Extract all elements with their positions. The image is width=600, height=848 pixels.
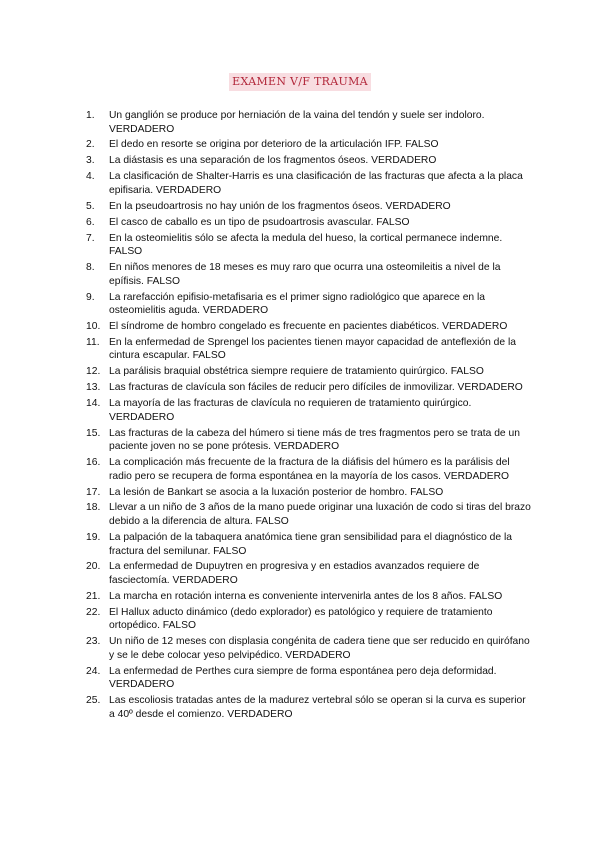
list-item: [86, 138, 532, 152]
list-item: [86, 560, 532, 587]
item-text: La marcha en rotación interna es conveniente intervenirla antes de los 8 años. FALSO: [109, 590, 503, 602]
list-item: [86, 170, 532, 197]
item-text: Llevar a un niño de 3 años de la mano puede originar una luxación de codo si tiras del brazo debido a la diferencia de altura. FALSO: [109, 502, 531, 528]
list-item: [86, 261, 532, 288]
item-text: Las fracturas de clavícula son fáciles de reducir pero difíciles de inmovilizar. VERDADERO: [109, 382, 523, 394]
list-item: [86, 200, 532, 214]
list-item: [86, 232, 532, 259]
list-item: [86, 694, 532, 721]
item-text: La clasificación de Shalter-Harris es una clasificación de las fracturas que afecta a la placa epifisaria. VERDADERO: [109, 171, 523, 196]
list-item: [86, 665, 532, 692]
item-number: 2.: [86, 139, 95, 151]
item-number: 7.: [86, 232, 95, 244]
item-text: Un ganglión se produce por herniación de la vaina del tendón y suele ser indoloro. VERDADERO: [109, 110, 485, 135]
list-item: [86, 109, 532, 136]
list-item: [86, 291, 532, 318]
item-number: 14.: [86, 398, 101, 410]
list-item: [86, 216, 532, 230]
item-number: 11.: [86, 336, 100, 348]
item-text: El síndrome de hombro congelado es frecuente en pacientes diabéticos. VERDADERO: [109, 320, 508, 332]
item-number: 12.: [86, 366, 101, 378]
item-number: 8.: [86, 262, 95, 274]
item-text: La enfermedad de Perthes cura siempre de forma espontánea pero deja deformidad. VERDADERO: [109, 665, 497, 691]
item-number: 23.: [86, 636, 101, 648]
item-number: 9.: [86, 291, 95, 303]
item-text: En niños menores de 18 meses es muy raro que ocurra una osteomileitis a nivel de la epífisis. FALSO: [109, 262, 501, 287]
item-text: El Hallux aducto dinámico (dedo explorador) es patológico y requiere de tratamiento ortopédico. FALSO: [109, 606, 493, 632]
item-number: 15.: [86, 427, 101, 439]
item-text: Las fracturas de la cabeza del húmero si tiene más de tres fragmentos pero se trata de un paciente joven no se pone prótesis. VERDADERO: [109, 427, 520, 453]
item-text: La lesión de Bankart se asocia a la luxación posterior de hombro. FALSO: [109, 486, 444, 498]
item-number: 21.: [86, 590, 101, 602]
list-item: [86, 531, 532, 558]
item-number: 16.: [86, 457, 101, 469]
list-item: [86, 336, 532, 363]
item-text: El dedo en resorte se origina por deterioro de la articulación IFP. FALSO: [109, 139, 439, 151]
item-text: La palpación de la tabaquera anatómica tiene gran sensibilidad para el diagnóstico de la fractura del semilunar. FALSO: [109, 531, 513, 557]
list-item: [86, 456, 532, 483]
item-number: 3.: [86, 155, 95, 167]
item-number: 18.: [86, 502, 101, 514]
item-number: 6.: [86, 216, 95, 228]
list-item: [86, 501, 532, 528]
list-item: [86, 154, 532, 168]
item-number: 25.: [86, 695, 101, 707]
item-number: 24.: [86, 665, 101, 677]
item-number: 13.: [86, 382, 101, 394]
item-text: En la osteomielitis sólo se afecta la medula del hueso, la cortical permanece indemne. FALSO: [109, 232, 503, 258]
list-item: [86, 381, 532, 395]
list-item: [86, 365, 532, 379]
page-title: EXAMEN V/F TRAUMA: [229, 73, 371, 91]
item-number: 19.: [86, 531, 101, 543]
item-text: La enfermedad de Dupuytren en progresiva y en estadios avanzados requiere de fasciectomía. VERDADERO: [109, 561, 480, 587]
item-text: Las escoliosis tratadas antes de la madurez vertebral sólo se operan si la curva es superior a 40º desde el comienzo. VERDADERO: [109, 695, 526, 720]
item-text: En la enfermedad de Sprengel los pacientes tienen mayor capacidad de anteflexión de la cintura escapular. FALSO: [109, 336, 516, 362]
list-item: [86, 427, 532, 454]
list-item: [86, 397, 532, 424]
item-number: 22.: [86, 606, 101, 618]
question-list: [86, 109, 532, 724]
item-number: 10.: [86, 320, 101, 332]
title-container: [0, 72, 600, 91]
item-number: 1.: [86, 110, 95, 121]
item-number: 17.: [86, 486, 101, 498]
item-number: 20.: [86, 561, 101, 573]
item-text: El casco de caballo es un tipo de psudoartrosis avascular. FALSO: [109, 216, 410, 228]
item-number: 4.: [86, 171, 95, 183]
list-item: [86, 486, 532, 500]
list-item: [86, 590, 532, 604]
item-text: La complicación más frecuente de la fractura de la diáfisis del húmero es la parálisis del radio pero se recupera de forma espontánea en la mayoría de los casos. VERDADERO: [109, 457, 510, 482]
item-text: Un niño de 12 meses con displasia congénita de cadera tiene que ser reducido en quirófano y se le debe colocar yeso pelvipédico. VERDADERO: [109, 636, 530, 661]
item-text: La rarefacción epifisio-metafisaria es el primer signo radiológico que aparece en la osteomielitis aguda. VERDADERO: [109, 291, 486, 317]
item-text: La diástasis es una separación de los fragmentos óseos. VERDADERO: [109, 155, 437, 167]
list-item: [86, 606, 532, 633]
item-text: La parálisis braquial obstétrica siempre requiere de tratamiento quirúrgico. FALSO: [109, 366, 484, 378]
list-item: [86, 635, 532, 662]
item-text: La mayoría de las fracturas de clavícula no requieren de tratamiento quirúrgico. VERDADERO: [109, 398, 472, 423]
list-item: [86, 320, 532, 334]
item-number: 5.: [86, 200, 95, 212]
item-text: En la pseudoartrosis no hay unión de los fragmentos óseos. VERDADERO: [109, 200, 451, 212]
